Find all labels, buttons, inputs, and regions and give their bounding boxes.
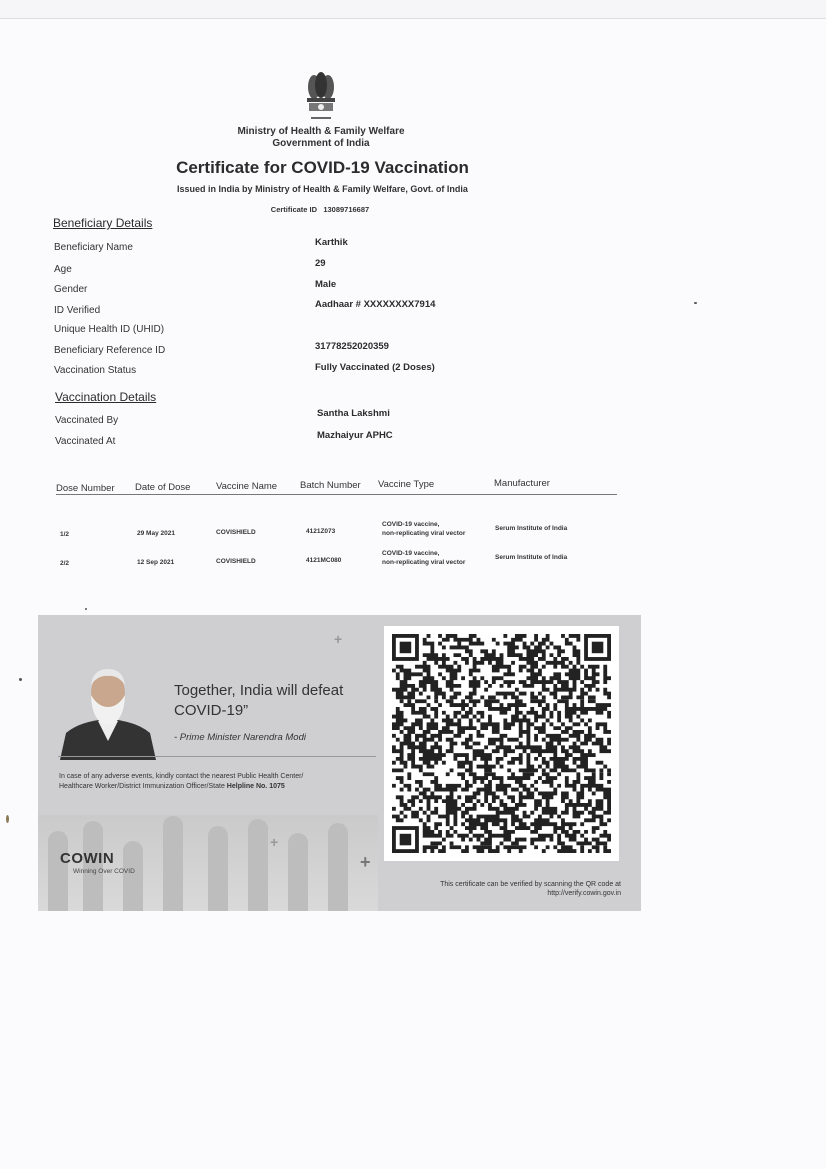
vaccine-name: COVISHIELD (216, 529, 256, 536)
batch-number: 4121Z073 (306, 528, 336, 535)
reference-id-label: Beneficiary Reference ID (54, 345, 166, 356)
quote-line-1: Together, India will defeat (174, 682, 344, 699)
gender-label: Gender (54, 284, 88, 295)
vaccine-type-line-1: COVID-19 vaccine, (382, 521, 440, 528)
scan-speck (6, 815, 9, 823)
reference-id-value: 31778252020359 (315, 341, 389, 352)
column-header: Dose Number (56, 483, 115, 494)
ministry-line-1: Ministry of Health & Family Welfare (237, 126, 405, 137)
manufacturer: Serum Institute of India (495, 525, 568, 532)
verification-note (440, 880, 621, 898)
quote-line-2: COVID-19” (174, 702, 249, 719)
table-header-divider (56, 494, 617, 495)
scan-speck (694, 302, 697, 304)
vaccine-name: COVISHIELD (216, 558, 256, 565)
column-header: Vaccine Type (378, 479, 435, 490)
ministry-line-2: Government of India (272, 138, 370, 149)
vaccine-type (382, 549, 465, 567)
adverse-line-2-text: Healthcare Worker/District Immunization Officer/State (59, 783, 227, 790)
beneficiary-name-label: Beneficiary Name (54, 242, 133, 253)
id-verified-label: ID Verified (54, 305, 101, 316)
verify-line-1: This certificate can be verified by scanning the QR code at (440, 881, 621, 888)
vaccinated-at-value: Mazhaiyur APHC (317, 430, 393, 441)
beneficiary-name-value: Karthik (315, 237, 348, 248)
vaccination-status-value: Fully Vaccinated (2 Doses) (315, 362, 435, 373)
vaccinated-by-value: Santha Lakshmi (317, 408, 390, 419)
dose-date: 29 May 2021 (137, 530, 175, 537)
manufacturer: Serum Institute of India (495, 554, 568, 561)
uhid-label: Unique Health ID (UHID) (54, 324, 165, 335)
column-header: Date of Dose (135, 482, 191, 493)
vaccinated-at-label: Vaccinated At (55, 436, 116, 447)
column-header: Vaccine Name (216, 481, 278, 492)
cowin-logo: COWIN (60, 850, 115, 867)
vaccination-details-heading: Vaccination Details (55, 390, 157, 404)
plus-decoration-icon: + (360, 852, 371, 872)
vaccine-type-line-1: COVID-19 vaccine, (382, 550, 440, 557)
beneficiary-details-heading: Beneficiary Details (53, 216, 153, 230)
quote-attribution: - Prime Minister Narendra Modi (174, 732, 306, 743)
column-header: Manufacturer (494, 478, 550, 489)
national-emblem-icon (303, 65, 339, 125)
age-value: 29 (315, 258, 326, 269)
vaccine-type (382, 520, 465, 538)
gender-value: Male (315, 279, 337, 290)
certificate-id-value: 13089716687 (323, 205, 370, 214)
helpline-number: Helpline No. 1075 (226, 783, 285, 790)
dose-date: 12 Sep 2021 (137, 559, 175, 566)
issued-by: Issued in India by Ministry of Health & Family Welfare, Govt. of India (177, 184, 468, 194)
vaccine-type-line-2: non-replicating viral vector (382, 559, 466, 566)
age-label: Age (54, 264, 72, 275)
adverse-event-notice (59, 772, 303, 792)
id-verified-value: Aadhaar # XXXXXXXX7914 (315, 299, 436, 310)
vaccinated-by-label: Vaccinated By (55, 415, 119, 426)
vaccination-status-label: Vaccination Status (54, 365, 137, 376)
certificate-title: Certificate for COVID-19 Vaccination (176, 158, 469, 177)
adverse-line-1: In case of any adverse events, kindly contact the nearest Public Health Center/ (59, 773, 304, 780)
certificate-id (200, 205, 440, 214)
cowin-banner (38, 615, 641, 911)
certificate-page (0, 18, 826, 1169)
ministry-heading (200, 126, 442, 150)
verify-url[interactable]: http://verify.cowin.gov.in (547, 890, 621, 897)
vaccine-type-line-2: non-replicating viral vector (382, 530, 466, 537)
column-header: Batch Number (300, 480, 361, 491)
dose-number: 1/2 (60, 531, 70, 538)
prime-minister-photo (60, 663, 156, 760)
cowin-tagline: Winning Over COVID (73, 868, 135, 875)
banner-divider (58, 756, 376, 757)
plus-decoration-icon: + (270, 834, 279, 850)
qr-code-image (384, 626, 619, 861)
pm-quote (174, 681, 343, 721)
batch-number: 4121MC080 (306, 557, 342, 564)
adverse-line-2 (59, 782, 303, 792)
scan-speck (19, 678, 22, 681)
plus-decoration-icon: + (334, 631, 343, 647)
certificate-id-label: Certificate ID (270, 205, 318, 214)
qr-code[interactable] (384, 626, 619, 861)
dose-number: 2/2 (60, 560, 70, 567)
scan-speck (85, 608, 87, 610)
